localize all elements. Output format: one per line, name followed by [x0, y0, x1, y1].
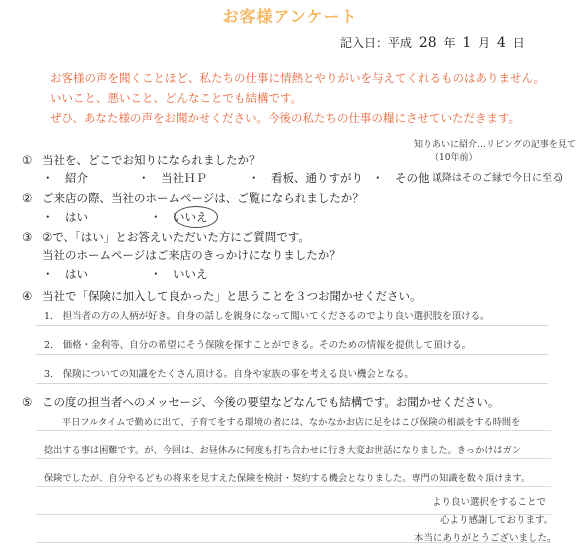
question-number: ② [22, 191, 33, 205]
q2-option-yes[interactable]: ・ はい [42, 210, 88, 224]
answer-rule [36, 383, 548, 384]
q2-option-no[interactable]: ・ いいえ [150, 210, 208, 224]
date-day: 4 [496, 35, 506, 51]
q4-answer-1: 1. 担当者の方の人柄が好き。自身の話しを親身になって聞いてくださるのでより良い選択肢を頂ける。 [44, 311, 490, 322]
q4-answer-2: 2. 価格・金利等、自分の希望にそう保険を探すことができる。そのための情報を提供して頂ける。 [44, 340, 472, 351]
q5-closing-line-2: 心より感謝しております。 [440, 515, 554, 526]
day-unit: 日 [512, 36, 525, 50]
answer-rule [36, 458, 551, 459]
q4-answer-3: 3. 保険についての知識をたくさん頂ける。自身や家族の事を考える良い機会となる。 [44, 369, 414, 380]
question-text: 当社を、どこでお知りになられましたか？ [41, 153, 261, 167]
question-number: ⑤ [22, 395, 33, 409]
question-number: ① [22, 153, 33, 167]
q5-answer-line-3: 保険でしたが、自分やるどもの将来を見すえた保険を検討・契約する機会となりました。専門の知識を数々頂けます。 [44, 473, 531, 484]
question-number: ④ [22, 289, 33, 303]
date-month: 1 [462, 35, 472, 51]
q1-other-close: ） [558, 171, 570, 185]
survey-title: お客様アンケート [222, 7, 358, 26]
question-text: ②で、「はい」とお答えいただいた方にご質問です。 [41, 230, 310, 244]
answer-rule [36, 430, 551, 431]
q1-handwritten-note-1: 知りあいに紹介…リビングの記事を見て [414, 140, 576, 150]
answer-rule [36, 354, 548, 355]
question-3-subtext: 当社のホームページはご来店のきっかけになりましたか？ [42, 248, 341, 262]
question-text: 当社で「保険に加入して良かった」と思うことを３つお聞かせください。 [41, 289, 422, 303]
intro-line: いいこと、悪いこと、どんなことでも結構です。 [50, 91, 303, 105]
question-number: ③ [22, 230, 33, 244]
entry-date [340, 34, 525, 51]
q1-option-other[interactable]: ・ その他（ [372, 171, 441, 185]
q1-handwritten-note-2: （10年前） [430, 153, 478, 163]
question-2 [22, 190, 364, 206]
month-unit: 月 [478, 36, 491, 50]
q1-option-signboard[interactable]: ・ 看板、通りすがり [248, 171, 363, 185]
intro-line: ぜひ、あなた様の声をお聞かせください。今後の私たちの仕事の糧にさせていただきます。 [50, 111, 521, 125]
question-1 [22, 152, 260, 168]
question-text: この度の担当者へのメッセージ、今後の要望などなんでも結構です。お聞かせください。 [41, 395, 500, 409]
intro-message [50, 68, 570, 128]
q5-closing-line-1: より良い選択をすることで [432, 497, 547, 508]
q3-option-yes[interactable]: ・ はい [42, 267, 88, 281]
selection-circle [174, 206, 218, 228]
q1-option-homepage[interactable]: ・ 当社ＨＰ [138, 171, 207, 185]
question-4 [22, 288, 421, 304]
date-year: 28 [418, 35, 437, 51]
answer-rule [36, 325, 548, 326]
q3-option-no[interactable]: ・ いいえ [150, 267, 208, 281]
q5-closing-line-3: 本当にありがとうございました。 [414, 533, 557, 544]
q1-handwritten-note-3: 以降はそのご縁で今日に至る [432, 173, 562, 184]
intro-line: お客様の声を聞くことほど、私たちの仕事に情熱とやりがいを与えてくれるものはありません。 [50, 71, 546, 85]
year-unit: 年 [443, 36, 456, 50]
question-text: ご来店の際、当社のホームページは、ご覧になられましたか？ [41, 191, 364, 205]
q5-answer-line-1: 平日フルタイムで勤めに出て、子育てをする環境の者には、なかなかお店に足をはこび保険の相談をする時間を [62, 417, 521, 428]
date-label: 記入日：平成 [340, 36, 413, 50]
q1-option-referral[interactable]: ・ 紹介 [42, 171, 88, 185]
question-3 [22, 229, 310, 245]
q5-answer-line-2: 捻出する事は困難です。が、今回は、お昼休みに何度も打ち合わせに行き大変お世話になりました。きっかけはガン [44, 445, 522, 456]
question-5 [22, 394, 499, 410]
answer-rule [36, 486, 551, 487]
